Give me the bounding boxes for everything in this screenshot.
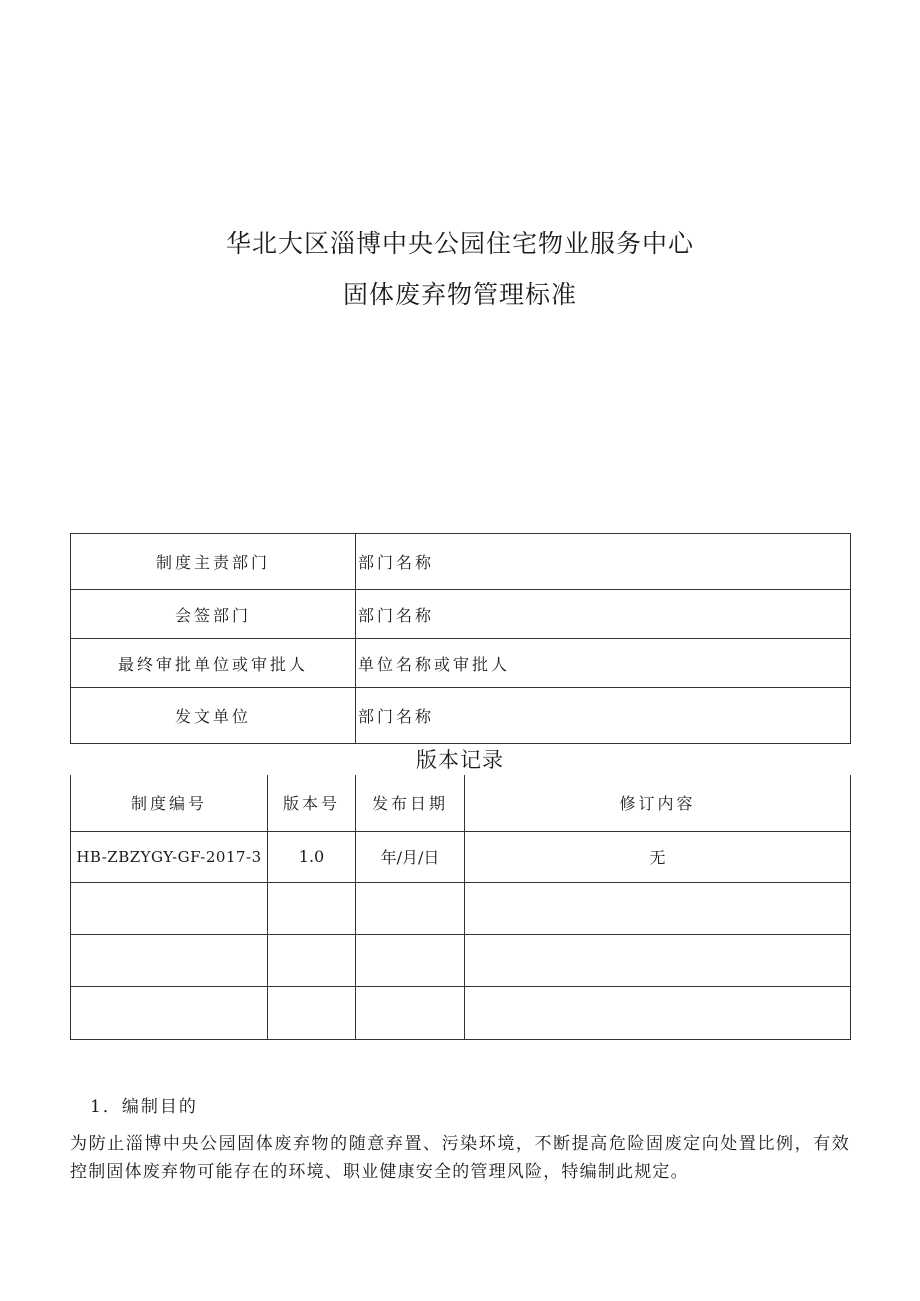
issuing-unit-value: 部门名称 (356, 688, 851, 744)
document-info-table (70, 533, 851, 744)
column-header-code: 制度编号 (71, 775, 268, 831)
table-cell: 1.0 (268, 831, 356, 882)
table-row (71, 986, 851, 1039)
table-cell (465, 882, 851, 934)
document-subtitle: 固体废弃物管理标准 (342, 280, 577, 309)
document-title: 华北大区淄博中央公园住宅物业服务中心 (225, 229, 694, 258)
table-row (71, 831, 851, 882)
table-cell (268, 986, 356, 1039)
section-heading: 1．编制目的 (90, 1097, 198, 1117)
table-cell: HB-ZBZYGY-GF-2017-3 (71, 831, 268, 882)
responsible-department-label: 制度主责部门 (71, 534, 356, 590)
table-cell (71, 882, 268, 934)
column-header-date: 发布日期 (356, 775, 465, 831)
version-record-heading: 版本记录 (416, 748, 504, 772)
column-header-version: 版本号 (268, 775, 356, 831)
final-approver-label: 最终审批单位或审批人 (71, 639, 356, 688)
table-cell: 无 (465, 831, 851, 882)
column-header-revision: 修订内容 (465, 775, 851, 831)
table-cell (356, 934, 465, 986)
issuing-unit-label: 发文单位 (71, 688, 356, 744)
table-row (71, 882, 851, 934)
table-cell (71, 934, 268, 986)
table-cell (465, 934, 851, 986)
table-cell (268, 934, 356, 986)
responsible-department-value: 部门名称 (356, 534, 851, 590)
table-cell (356, 882, 465, 934)
section-body-text: 为防止淄博中央公园固体废弃物的随意弃置、污染环境，不断提高危险固废定向处置比例，有效控制固体废弃物可能存在的环境、职业健康安全的管理风险，特编制此规定。 (70, 1134, 850, 1182)
table-row (71, 639, 851, 688)
table-cell (356, 986, 465, 1039)
table-row (71, 688, 851, 744)
final-approver-value: 单位名称或审批人 (356, 639, 851, 688)
version-record-table (70, 775, 851, 1040)
table-cell (465, 986, 851, 1039)
table-cell (268, 882, 356, 934)
countersign-department-value: 部门名称 (356, 590, 851, 639)
table-row (71, 534, 851, 590)
countersign-department-label: 会签部门 (71, 590, 356, 639)
table-cell: 年/月/日 (356, 831, 465, 882)
table-row (71, 590, 851, 639)
table-header-row (71, 775, 851, 831)
table-row (71, 934, 851, 986)
table-cell (71, 986, 268, 1039)
